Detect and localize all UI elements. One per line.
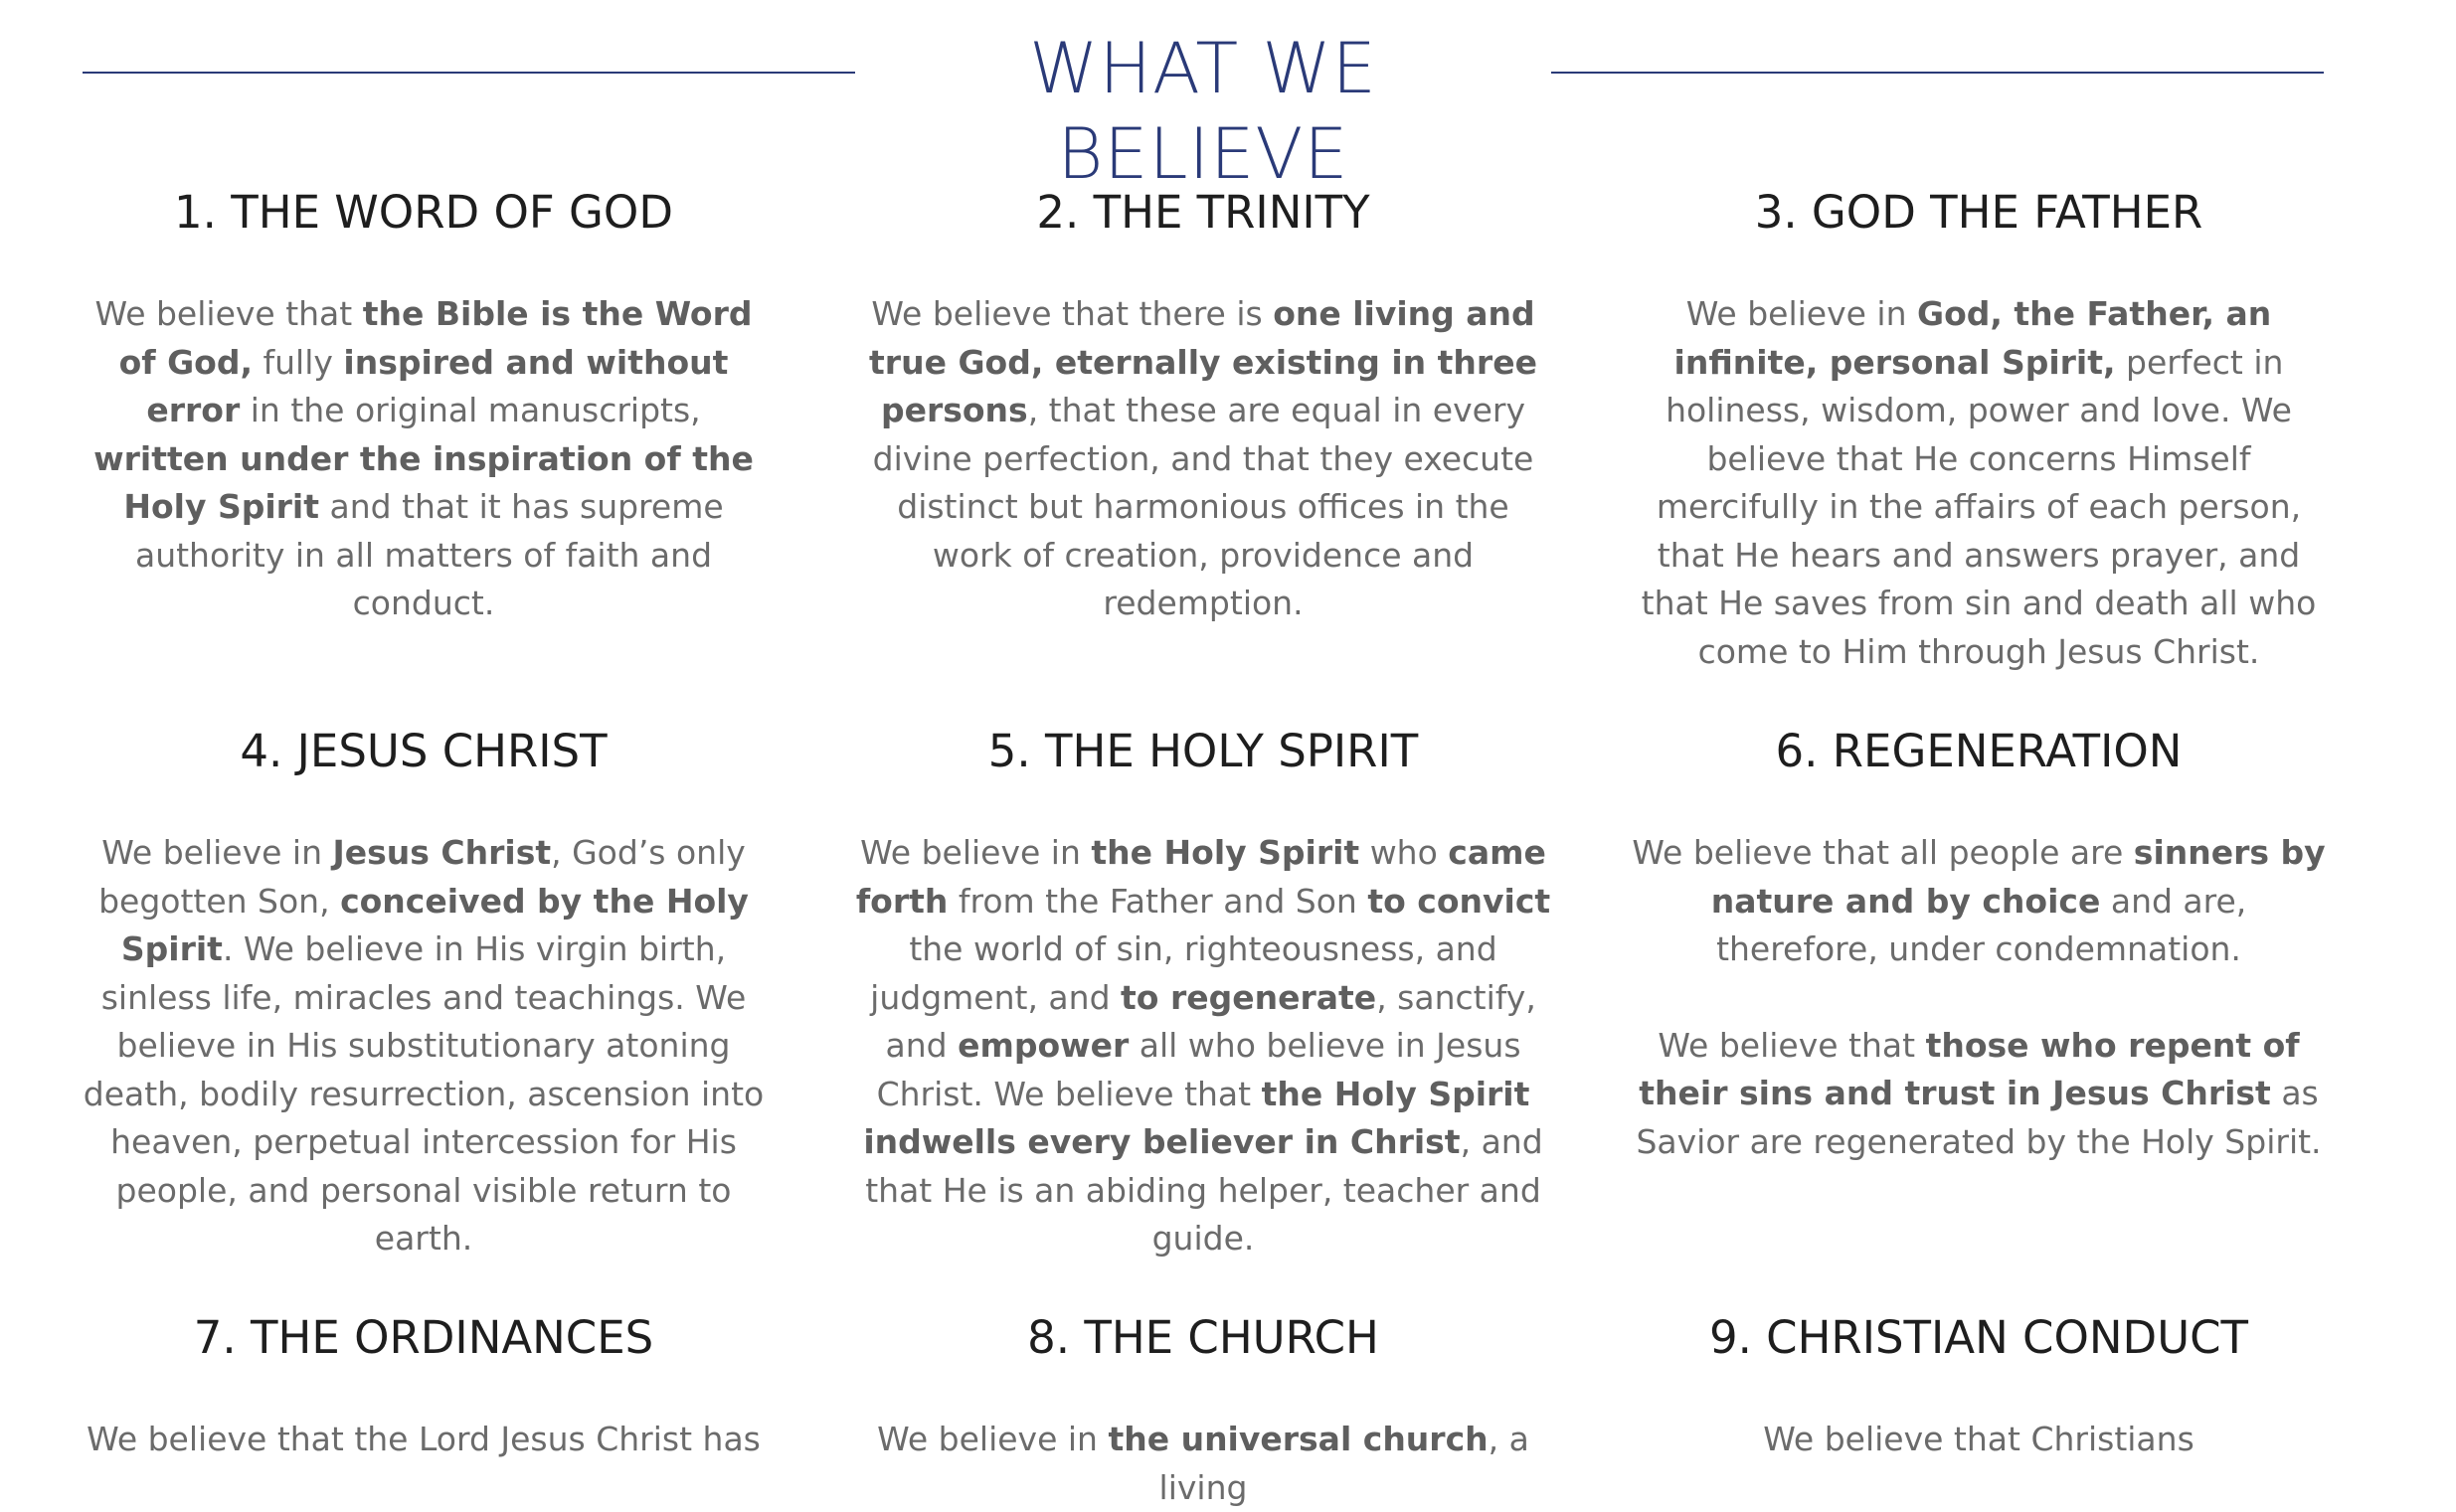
belief-heading: 4. JESUS CHRIST xyxy=(240,725,608,777)
belief-text xyxy=(1631,1416,2327,1464)
body-text: , a living xyxy=(1158,1420,1529,1507)
body-text: We believe in xyxy=(877,1420,1109,1458)
belief-word-of-god xyxy=(76,185,772,628)
belief-paragraph xyxy=(855,290,1551,628)
emphasis-text: written under the inspiration of the Holy Spirit xyxy=(93,438,754,526)
belief-heading: 7. THE ORDINANCES xyxy=(193,1311,654,1364)
body-text: We believe that Christians xyxy=(1763,1420,2194,1458)
belief-jesus-christ xyxy=(76,724,772,1263)
belief-heading: 2. THE TRINITY xyxy=(1036,186,1370,239)
belief-paragraph xyxy=(76,1416,772,1464)
body-text: perfect in holiness, wisdom, power and love. We believe that He concerns Himself mercifully in the affairs of each person, that He hears and answers prayer, and that He saves from sin and death all who come to Him through Jesus Christ. xyxy=(1641,342,2317,671)
body-text: all who believe in Jesus Christ. We believe that xyxy=(876,1026,1521,1113)
belief-heading: 6. REGENERATION xyxy=(1775,725,2183,777)
emphasis-text: came forth xyxy=(855,833,1546,921)
belief-text xyxy=(76,829,772,1263)
belief-god-the-father xyxy=(1631,185,2327,676)
body-text: , sanctify, and xyxy=(885,977,1536,1065)
body-text: who xyxy=(1359,833,1449,872)
body-text: We believe in xyxy=(860,833,1092,872)
belief-holy-spirit xyxy=(855,724,1551,1263)
body-text: We believe that the Lord Jesus Christ has xyxy=(87,1420,761,1458)
belief-paragraph xyxy=(1631,1416,2327,1464)
emphasis-text: inspired and without error xyxy=(146,342,729,429)
body-text: We believe that xyxy=(94,294,363,333)
body-text: fully xyxy=(253,342,344,382)
belief-paragraph xyxy=(1631,829,2327,974)
belief-church xyxy=(855,1310,1551,1512)
belief-paragraph xyxy=(76,829,772,1263)
belief-text xyxy=(1631,829,2327,1166)
belief-paragraph xyxy=(76,290,772,628)
emphasis-text: the Holy Spirit indwells every believer in Christ xyxy=(863,1074,1530,1161)
belief-text xyxy=(855,1416,1551,1512)
body-text: We believe in xyxy=(1685,294,1917,333)
belief-trinity xyxy=(855,185,1551,628)
body-text: and that it has supreme authority in all matters of faith and conduct. xyxy=(134,487,724,622)
emphasis-text: Jesus Christ xyxy=(332,833,552,872)
belief-christian-conduct xyxy=(1631,1310,2327,1464)
body-text: We believe in xyxy=(101,833,333,872)
belief-heading: 1. THE WORD OF GOD xyxy=(174,186,673,239)
body-text: as Savior are regenerated by the Holy Spirit. xyxy=(1636,1074,2322,1161)
body-text: We believe that xyxy=(1658,1025,1926,1065)
body-text: and are, therefore, under condemnation. xyxy=(1716,881,2247,968)
belief-heading: 3. GOD THE FATHER xyxy=(1754,186,2203,239)
body-text: in the original manuscripts, xyxy=(240,391,701,429)
emphasis-text: those who repent of their sins and trust in Jesus Christ xyxy=(1639,1025,2300,1112)
belief-heading: 8. THE CHURCH xyxy=(1027,1311,1379,1364)
belief-heading: 5. THE HOLY SPIRIT xyxy=(987,725,1419,777)
belief-paragraph xyxy=(1631,290,2327,676)
belief-text xyxy=(855,290,1551,628)
emphasis-text: one living and true God, eternally existing in three persons xyxy=(869,294,1537,429)
emphasis-text: God, the Father, an infinite, personal Spirit, xyxy=(1673,294,2272,382)
body-text: , and that He is an abiding helper, teacher and guide. xyxy=(865,1122,1543,1258)
emphasis-text: to regenerate xyxy=(1121,977,1377,1017)
emphasis-text: conceived by the Holy Spirit xyxy=(120,881,749,968)
emphasis-text: the Holy Spirit xyxy=(1091,833,1360,872)
belief-paragraph xyxy=(1631,1022,2327,1167)
belief-paragraph xyxy=(855,1416,1551,1512)
page-title: WHAT WE BELIEVE xyxy=(1029,28,1377,195)
emphasis-text: to convict xyxy=(1367,881,1551,921)
body-text: , God’s only begotten Son, xyxy=(98,833,746,921)
belief-text xyxy=(76,1416,772,1464)
belief-text xyxy=(76,290,772,628)
belief-text xyxy=(1631,290,2327,676)
body-text: We believe that all people are xyxy=(1632,833,2134,872)
belief-heading: 9. CHRISTIAN CONDUCT xyxy=(1708,1311,2249,1364)
body-text: the world of sin, righteousness, and judgment, and xyxy=(870,929,1497,1017)
body-text: We believe that there is xyxy=(871,294,1274,333)
belief-paragraph xyxy=(855,829,1551,1263)
body-text: from the Father and Son xyxy=(948,881,1368,921)
body-text: , that these are equal in every divine perfection, and that they execute distinct but harmonious offices in the work of creation, providence and redemption. xyxy=(872,391,1534,622)
emphasis-text: sinners by nature and by choice xyxy=(1710,833,2326,921)
emphasis-text: the Bible is the Word of God, xyxy=(118,294,753,382)
belief-text xyxy=(855,829,1551,1263)
belief-regeneration xyxy=(1631,724,2327,1166)
body-text: . We believe in His virgin birth, sinless life, miracles and teachings. We believe in His substitutionary atoning death, bodily resurrection, ascension into heaven, perpetual intercession for His people, and personal visible return to earth. xyxy=(83,929,765,1258)
belief-ordinances xyxy=(76,1310,772,1464)
emphasis-text: empower xyxy=(958,1026,1130,1065)
emphasis-text: the universal church xyxy=(1108,1420,1489,1458)
